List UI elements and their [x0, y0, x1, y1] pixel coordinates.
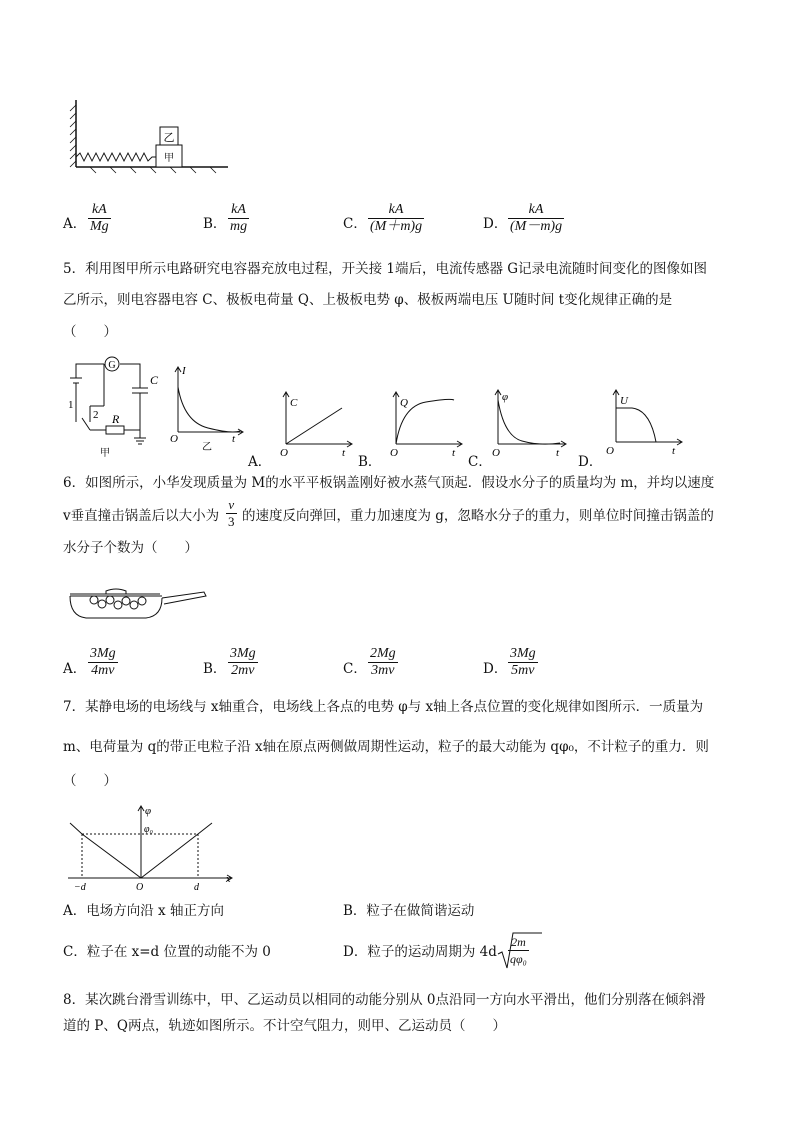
q5-option-a-origin: O	[280, 447, 288, 459]
q5-option-c-y-label: φ	[502, 391, 509, 403]
numerator: 2Mg	[370, 646, 396, 661]
q4-spring-figure	[60, 95, 240, 175]
denominator: (M＋m)g	[370, 219, 423, 234]
q5-option-d-graph	[602, 386, 686, 460]
q5-circuit-r-label: R	[112, 412, 120, 426]
q4-option-a-fraction	[88, 202, 111, 235]
q5-circuit-switch-2-label: 2	[93, 409, 99, 421]
q4-option-d-label: D．	[483, 216, 508, 232]
q5-option-c-graph	[488, 386, 570, 460]
q5-circuit-c-label: C	[150, 373, 159, 387]
q6-option-d-label: D．	[483, 661, 508, 677]
q5-option-a-label: A．	[248, 454, 272, 470]
q5-option-d-label: D．	[578, 454, 603, 470]
q5-option-c-origin: O	[492, 447, 500, 459]
numerator: 3Mg	[510, 646, 536, 661]
numerator: kA	[91, 202, 107, 217]
q7-graph-d-label: d	[194, 882, 199, 892]
q7-option-b: B．粒子在做简谐运动	[343, 903, 475, 919]
q6-option-a-label: A．	[63, 661, 87, 677]
q6-pan-figure	[64, 584, 214, 624]
q4-option-c-fraction	[368, 202, 424, 235]
q5-current-graph-caption: 乙	[202, 442, 212, 453]
numerator: 3Mg	[90, 646, 116, 661]
q5-circuit-g-label: G	[108, 360, 116, 371]
denominator: 3	[228, 514, 235, 529]
denominator: (M－m)g	[510, 219, 563, 234]
q5-circuit-caption: 甲	[100, 448, 110, 459]
q5-option-b-origin: O	[390, 447, 398, 459]
denominator: Mg	[90, 219, 109, 234]
q5-option-d-y-label: U	[620, 395, 628, 407]
numerator: kA	[388, 202, 404, 217]
q7-option-c: C．粒子在 x=d 位置的动能不为 0	[63, 944, 271, 960]
q7-potential-graph	[64, 802, 244, 892]
q7-option-d-fraction	[508, 934, 529, 967]
q5-option-b-y-label: Q	[400, 397, 408, 409]
q6-text-line-2a: v垂直撞击锅盖后以大小为	[63, 508, 220, 524]
q5-text-line-1: 5．利用图甲所示电路研究电容器充放电过程，开关接 1端后，电流传感器 G记录电流随时间变化的图像如图	[63, 261, 708, 277]
q4-option-c-label: C．	[343, 216, 367, 232]
q5-circuit-figure	[60, 352, 170, 462]
q7-graph-neg-d-label: −d	[74, 882, 86, 892]
q5-text-line-3: （ ）	[63, 324, 117, 340]
q5-option-b-graph	[386, 388, 466, 460]
q8-text-line-1: 8．某次跳台滑雪训练中，甲、乙运动员以相同的动能分别从 0点沿同一方向水平滑出，他们分别落在倾斜滑	[63, 992, 706, 1008]
q6-option-d-fraction	[508, 646, 538, 679]
denominator: 4mv	[91, 663, 115, 678]
q7-text-line-1: 7．某静电场的电场线与 x轴重合，电场线上各点的电势 φ与 x轴上各点位置的变化规律如图所示．一质量为	[63, 699, 704, 715]
q7-graph-origin: O	[136, 882, 144, 892]
q6-option-b-label: B．	[203, 661, 227, 677]
q4-option-d-fraction	[508, 202, 564, 235]
q7-text-line-3: （ ）	[63, 773, 117, 789]
denominator: qφ₀	[510, 952, 527, 966]
q5-circuit-switch-1-label: 1	[68, 399, 74, 411]
numerator: 3Mg	[230, 646, 256, 661]
q5-option-a-t-label: t	[342, 447, 346, 459]
q4-option-b-label: B．	[203, 216, 227, 232]
q6-text-line-3: 水分子个数为（ ）	[63, 540, 198, 556]
q5-option-b-label: B．	[358, 454, 382, 470]
denominator: 2mv	[231, 663, 255, 678]
q7-option-a: A．电场方向沿 x 轴正方向	[63, 903, 224, 919]
q5-option-d-t-label: t	[672, 445, 676, 457]
q7-option-d-text: D．粒子的运动周期为 4d	[343, 944, 497, 960]
numerator: kA	[231, 202, 246, 217]
q8-text-line-2: 道的 P、Q两点，轨迹如图所示。不计空气阻力，则甲、乙运动员（ ）	[63, 1018, 506, 1034]
numerator: 2m	[511, 935, 526, 949]
denominator: 3mv	[371, 663, 395, 678]
q6-option-c-label: C．	[343, 661, 367, 677]
q6-option-a-fraction	[88, 646, 118, 679]
q7-text-line-2: m、电荷量为 q的带正电粒子沿 x轴在原点两侧做周期性运动，粒子的最大动能为 qφ₀，不计粒子的重力．则	[63, 739, 709, 755]
q4-lower-block-label: 甲	[164, 153, 174, 164]
q5-current-graph-origin: O	[170, 433, 178, 445]
q7-graph-x-label: x	[226, 874, 231, 885]
q4-upper-block-label: 乙	[163, 132, 175, 144]
numerator: v	[228, 497, 235, 512]
q5-text-line-2: 乙所示，则电容器电容 C、极板电荷量 Q、上极板电势 φ、极板两端电压 U随时间 t变化规律正确的是	[63, 292, 673, 308]
q7-graph-y-label: φ	[145, 805, 152, 817]
q5-option-a-y-label: C	[290, 397, 298, 409]
q5-option-b-t-label: t	[452, 447, 456, 459]
q4-option-b-fraction	[228, 202, 249, 235]
q6-option-b-fraction	[228, 646, 258, 679]
q5-current-graph-y-label: I	[182, 365, 186, 377]
q5-option-c-label: C．	[468, 454, 492, 470]
q5-option-d-origin: O	[606, 445, 614, 457]
q5-current-graph-t-label: t	[232, 433, 236, 445]
q7-graph-phi0-label: φ₀	[144, 824, 154, 835]
q5-current-graph	[168, 362, 248, 462]
q6-text-line-1: 6．如图所示，小华发现质量为 M的水平平板锅盖刚好被水蒸气顶起．假设水分子的质量均为 m，并均以速度	[63, 475, 715, 491]
denominator: 5mv	[511, 663, 535, 678]
q6-option-c-fraction	[368, 646, 398, 679]
numerator: kA	[528, 202, 544, 217]
q4-option-a-label: A．	[63, 216, 87, 232]
denominator: mg	[230, 219, 248, 234]
q5-option-a-graph	[276, 388, 356, 460]
q6-speed-fraction	[226, 497, 237, 530]
q5-option-c-t-label: t	[556, 447, 560, 459]
q6-text-line-2b: 的速度反向弹回，重力加速度为 g，忽略水分子的重力，则单位时间撞击锅盖的	[242, 508, 714, 524]
